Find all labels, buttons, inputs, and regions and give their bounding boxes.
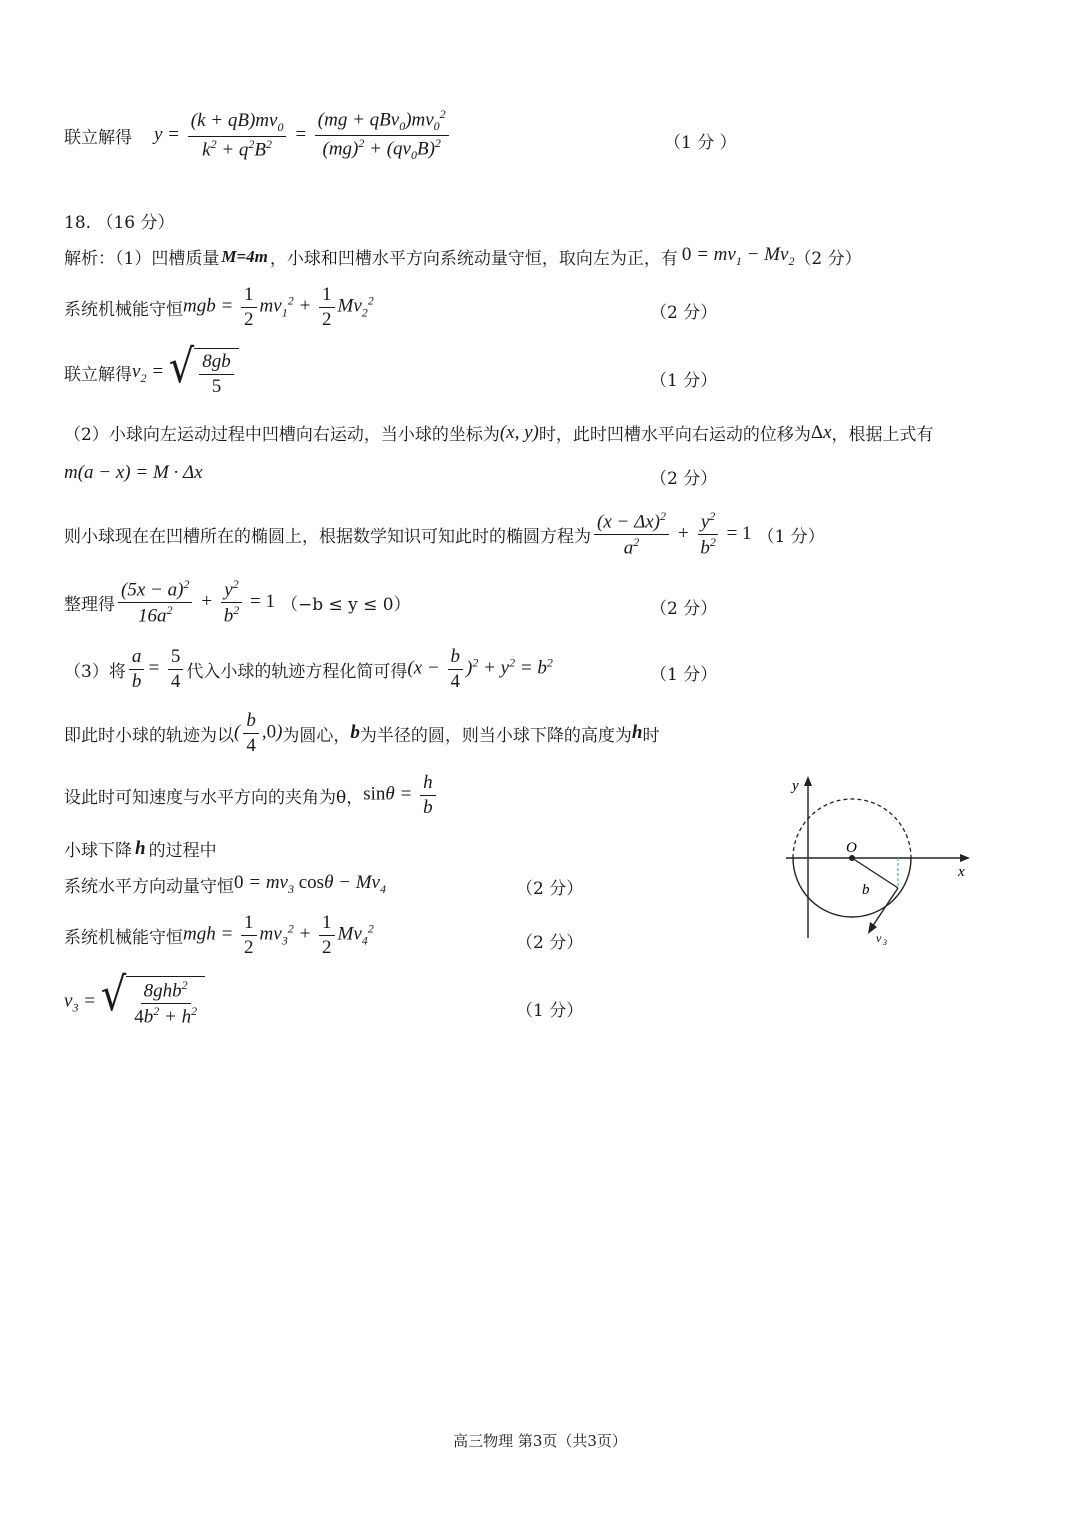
formula-arranged: $\frac{(5x - a)^2}{16a^2}$ + $\frac{y^2}{b^2}$ = 1	[115, 578, 275, 627]
formula-v3: $v_3$ = √ $\frac{8ghb^2}{4b^2 + h^2}$	[64, 976, 205, 1028]
formula-y: y = $\frac{(k + qB)mv_0}{k^2 + q^2B^2}$ = $\frac{(mg + qBv_0)mv_0^2}{(mg)^2 + (qv_0B)^2}$	[154, 108, 452, 163]
score-l1: （1 分 ）	[664, 133, 737, 153]
line-v2: 联立解得 $v_2$ = √ $\frac{8gb}{5}$	[64, 348, 239, 398]
formula-energy2: mgh = $\frac{1}{2}$ $mv_3^2$ + $\frac{1}{2}$ $Mv_4^2$	[183, 912, 374, 958]
formula-v2: $v_2$ = √ $\frac{8gb}{5}$	[132, 348, 239, 398]
line-circle-center: 即此时小球的轨迹为以 ( $\frac{b}{4}$ ,0) 为圆心， b 为半径的圆，则当小球下降的高度为 h 时	[64, 710, 660, 756]
line-momentum2: 系统水平方向动量守恒 $0 = mv_3$ $\cos\theta - Mv_4$	[64, 872, 386, 897]
score-p3: （1 分）	[650, 371, 718, 391]
figure-o-label: O	[846, 840, 857, 856]
score-p7: （2 分）	[650, 599, 718, 619]
line-displacement	[64, 462, 203, 484]
line-ellipse: 则小球现在在凹槽所在的椭圆上，根据数学知识可知此时的椭圆方程为 $\frac{(x - \Delta x)^2}{a^2}$ + $\frac{y^2}{b^2}$ = 1 （1 分）	[64, 509, 825, 559]
line-v3	[64, 968, 205, 1028]
score-p12: （2 分）	[516, 879, 584, 899]
formula-energy: mgb = $\frac{1}{2}$ $mv_1^2$ + $\frac{1}{2}$ $Mv_2^2$	[183, 284, 374, 330]
line-sin-theta: 设此时可知速度与水平方向的夹角为θ， sinθ = $\frac{h}{b}$	[64, 772, 439, 819]
line-part2: （2）小球向左运动过程中凹槽向右运动，当小球的坐标为 (x, y) 时，此时凹槽水平向右运动的位移为 Δx ，根据上式有	[64, 421, 934, 445]
score-p8: （1 分）	[650, 665, 718, 685]
figure-v-label: v	[876, 931, 882, 945]
score-p14: （1 分）	[516, 1001, 584, 1021]
figure-v-sub: 3	[883, 938, 887, 947]
label-solve: 联立解得	[64, 127, 132, 148]
figure-b-label: b	[862, 882, 870, 898]
formula-momentum2: $0 = mv_3$ $\cos\theta - Mv_4$	[234, 872, 386, 896]
line-energy2: 系统机械能守恒 mgh = $\frac{1}{2}$ $mv_3^2$ + $\frac{1}{2}$ $Mv_4^2$	[64, 912, 374, 958]
question-18-header: 18. （16 分）	[64, 213, 175, 233]
page-footer: 高三物理 第3页（共3页）	[453, 1432, 627, 1450]
figure-x-label: x	[958, 864, 965, 880]
figure-y-label: y	[792, 778, 799, 794]
line-part3: （3）将 $\frac{a}{b}$ = $\frac{5}{4}$ 代入小球的轨迹方程化简可得 (x − $\frac{b}{4}$ )$^2 + y^2 = b^2$	[64, 646, 553, 692]
score-p13: （2 分）	[516, 933, 584, 953]
formula-momentum: $0 = mv_1 - Mv_2$	[681, 244, 795, 268]
line-part1: 解析：（1）凹槽质量 M=4m ，小球和凹槽水平方向系统动量守恒，取向左为正，有 $0 = mv_1 - Mv_2$ （2 分）	[64, 244, 862, 269]
line-descent: 小球下降 h 的过程中	[64, 837, 217, 861]
line-solve-y	[64, 108, 452, 163]
formula-displacement: m(a − x) = M · Δx	[64, 462, 203, 483]
formula-circle: (x − $\frac{b}{4}$ )$^2 + y^2 = b^2$	[407, 646, 553, 692]
line-energy: 系统机械能守恒 mgb = $\frac{1}{2}$ $mv_1^2$ + $\frac{1}{2}$ $Mv_2^2$	[64, 284, 374, 330]
formula-ellipse: $\frac{(x - \Delta x)^2}{a^2}$ + $\frac{y^2}{b^2}$ = 1	[591, 510, 752, 559]
line-arrange: 整理得 $\frac{(5x - a)^2}{16a^2}$ + $\frac{y^2}{b^2}$ = 1 （−b ≤ y ≤ 0）	[64, 577, 411, 627]
score-p5: （2 分）	[650, 469, 718, 489]
score-p2: （2 分）	[650, 303, 718, 323]
circle-trajectory-figure	[780, 770, 980, 950]
formula-sin: sinθ = $\frac{h}{b}$	[363, 772, 438, 819]
